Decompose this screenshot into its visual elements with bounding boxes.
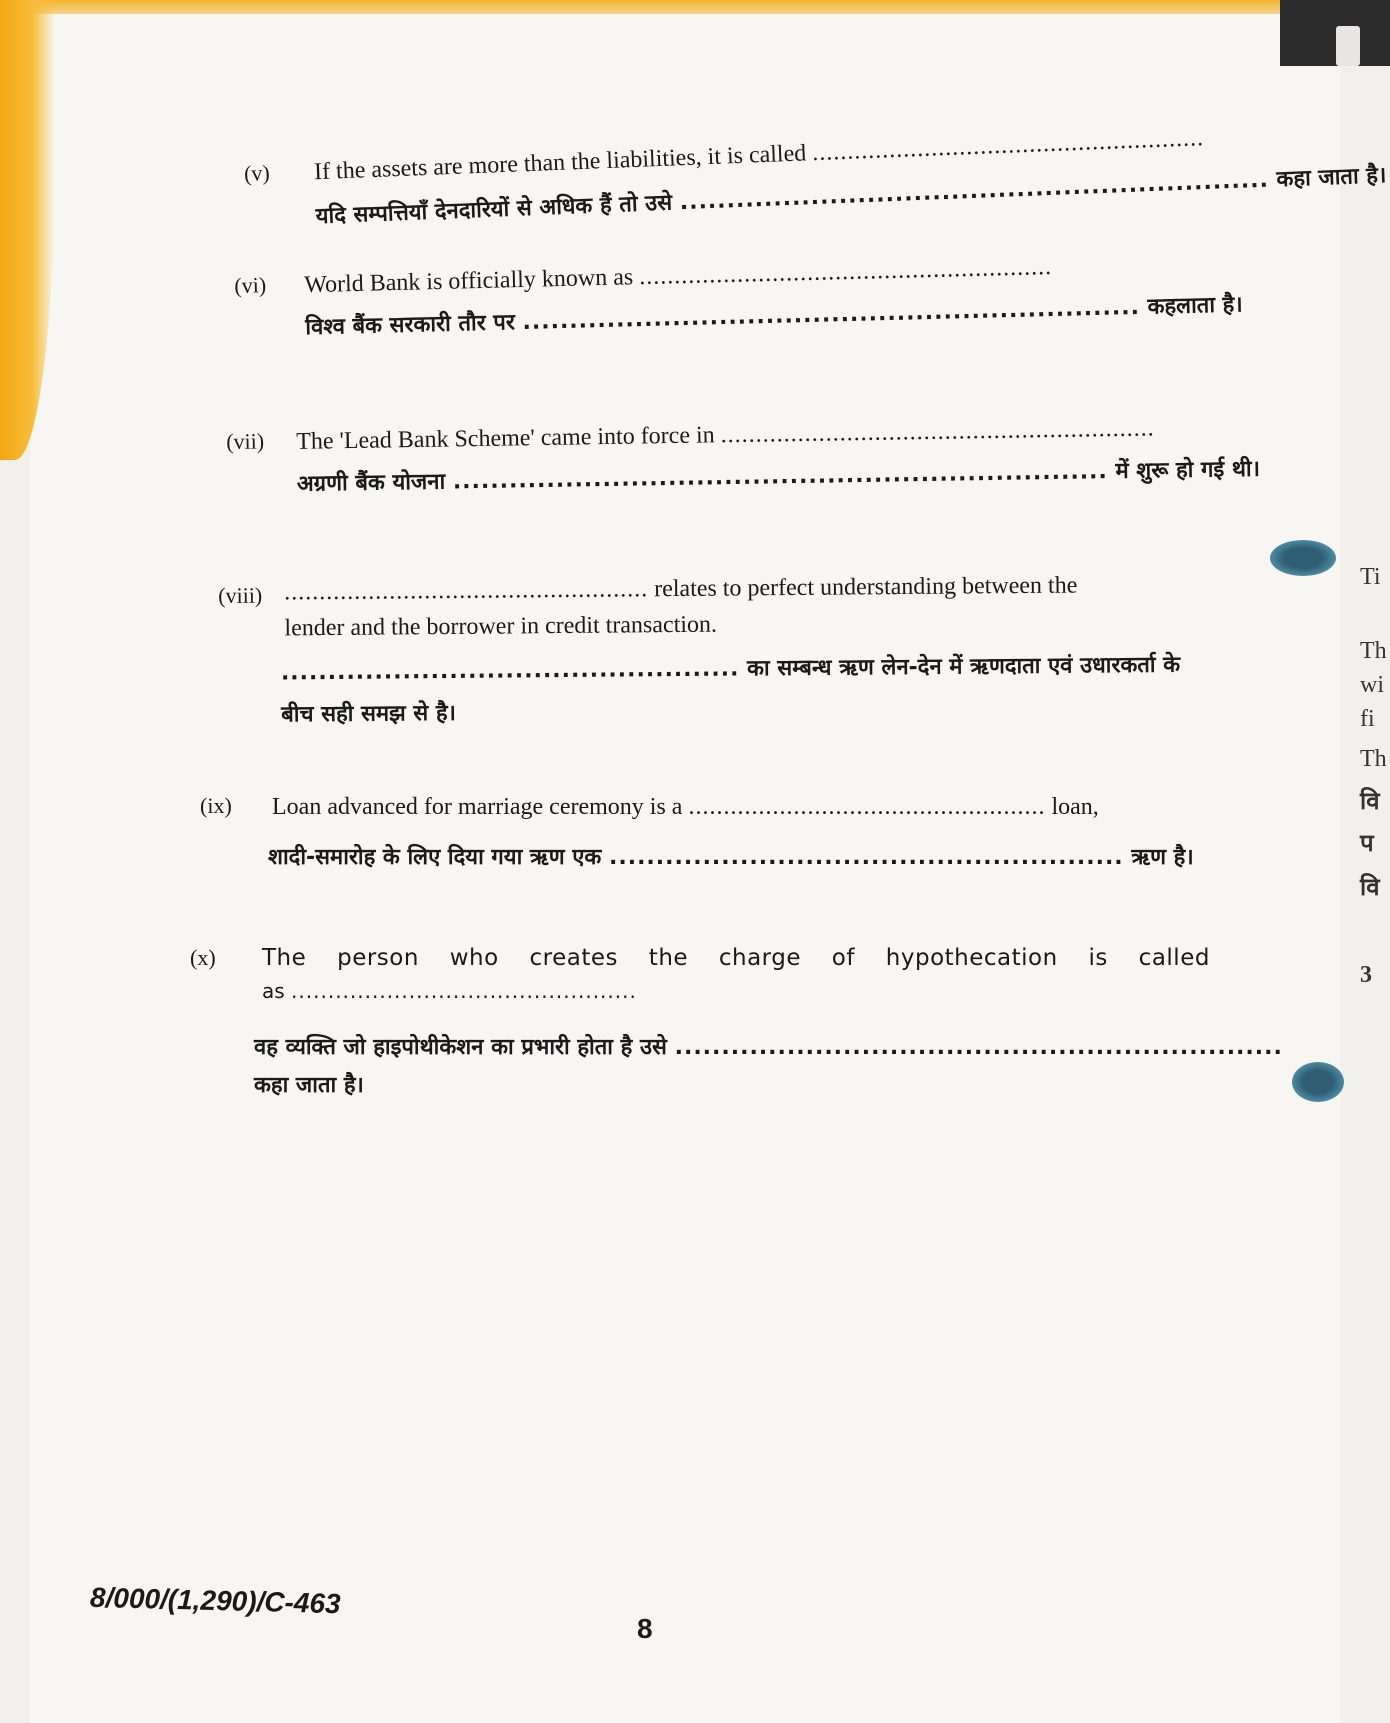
next-page-text: Th <box>1360 638 1387 664</box>
answer-blank[interactable]: .............................................................. <box>720 415 1155 449</box>
hindi-text: विश्व बैंक सरकारी तौर पर .................................................................. कहलाता है। <box>305 292 1243 341</box>
question-number: (vii) <box>226 428 265 454</box>
punch-hole <box>1270 540 1336 576</box>
answer-blank[interactable]: ........................................................ <box>811 125 1205 167</box>
paper-code: 8/000/(1,290)/C-463 <box>89 1581 341 1620</box>
english-text-continued: lender and the borrower in credit transaction. <box>284 611 718 642</box>
hindi-text: शादी-समारोह के लिए दिया गया ऋण एक ....................................................... ऋण है। <box>268 845 1194 870</box>
hindi-text: यदि सम्पत्तियाँ देनदारियों से अधिक हैं तो उसे ............................................................... कहा जाता है। <box>315 163 1387 230</box>
question-viii <box>218 563 1239 732</box>
question-number: (v) <box>243 159 271 186</box>
answer-blank[interactable]: ............................................... <box>291 979 637 1003</box>
hindi-text-continued: कहा जाता है। <box>254 1073 364 1098</box>
question-vii <box>226 412 1261 528</box>
question-ix <box>200 792 1250 892</box>
answer-blank[interactable]: .................................................................. <box>522 294 1141 335</box>
english-text-continued: as ............................................... <box>262 979 637 1003</box>
hindi-text: वह व्यक्ति जो हाइपोथीकेशन का प्रभारी होता है उसे ................................................................. <box>254 1035 1283 1060</box>
question-number: (x) <box>190 945 216 970</box>
answer-blank[interactable]: ................................................................. <box>674 1035 1283 1060</box>
next-page-text: वि <box>1360 873 1380 901</box>
hindi-text: ................................................. का सम्बन्ध ऋण लेन-देन में ऋणदाता एवं उधारकर्ता के <box>280 652 1181 686</box>
answer-blank[interactable]: ............................................................... <box>679 167 1270 216</box>
question-number: (ix) <box>200 793 232 818</box>
english-text: The person who creates the charge of hypothecation is called <box>262 945 1210 971</box>
hindi-text-continued: बीच सही समझ से है। <box>281 700 457 728</box>
answer-blank[interactable]: ................................................. <box>280 656 740 686</box>
next-page-text: वि <box>1360 787 1380 815</box>
english-text: Loan advanced for marriage ceremony is a ................................................... loan, <box>272 794 1099 820</box>
question-number: (viii) <box>218 582 263 608</box>
answer-blank[interactable]: ...................................................................... <box>452 459 1108 495</box>
next-page-text: 3 <box>1360 962 1372 988</box>
next-page-text: Ti <box>1360 564 1381 590</box>
answer-blank[interactable]: .................................................... <box>284 576 649 606</box>
answer-blank[interactable]: ................................................... <box>688 794 1046 820</box>
next-page-text: wi <box>1360 672 1384 698</box>
question-x <box>190 944 1283 1104</box>
dark-corner <box>1280 0 1390 66</box>
question-number: (vi) <box>234 272 267 298</box>
next-page-text: प <box>1360 829 1374 857</box>
hindi-text: अग्रणी बैंक योजना ...................................................................... में शुरू हो गई थी। <box>296 456 1261 497</box>
punch-hole <box>1292 1062 1344 1102</box>
english-text: If the assets are more than the liabilities, it is called ........................................................ <box>313 125 1205 186</box>
english-text: World Bank is officially known as ........................................................... <box>304 254 1053 299</box>
english-text: .................................................... relates to perfect understanding between the <box>284 572 1078 606</box>
answer-blank[interactable]: ....................................................... <box>609 845 1124 870</box>
next-page-text: Th <box>1360 746 1387 772</box>
english-text: The 'Lead Bank Scheme' came into force in .............................................................. <box>296 415 1155 455</box>
next-page-text: fi <box>1360 706 1375 732</box>
page-number: 8 <box>637 1613 653 1644</box>
answer-blank[interactable]: ........................................................... <box>638 254 1053 291</box>
